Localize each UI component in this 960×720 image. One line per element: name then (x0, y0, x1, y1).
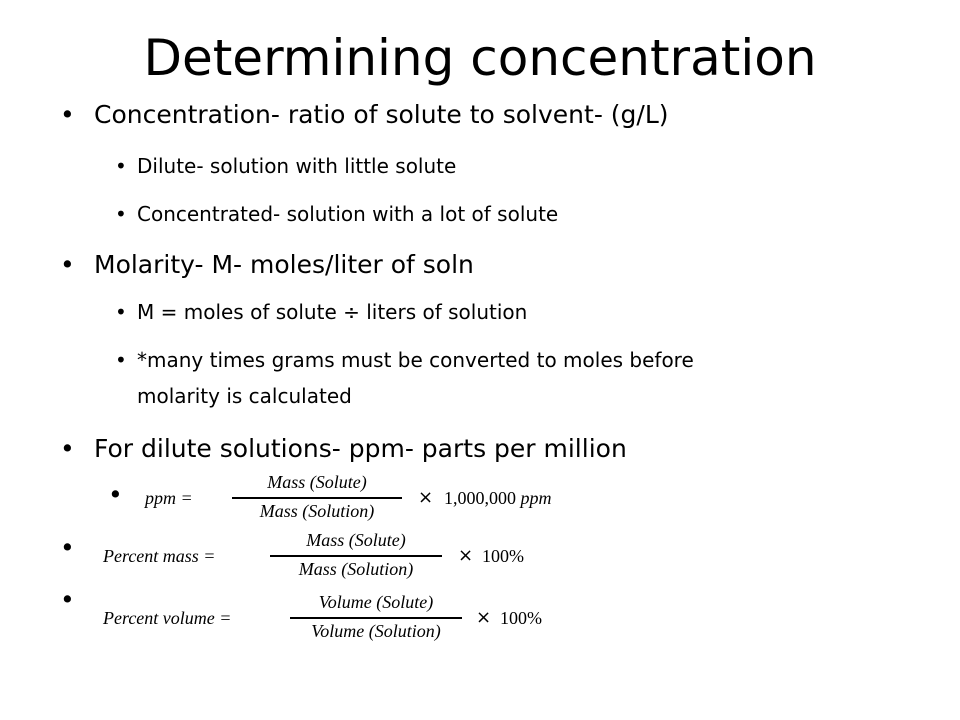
bullet-molarity-note (0, 345, 960, 411)
bullet-dot: • (115, 202, 127, 226)
bullet-text-line1: *many times grams must be converted to moles before (137, 348, 694, 372)
bullet-text: Concentration- ratio of solute to solvent- (g/L) (94, 100, 669, 129)
multiplier-value: 1,000,000 (444, 488, 516, 508)
bullet-dot: • (60, 100, 75, 129)
formula-multiplier: 100% (500, 608, 542, 628)
formula-percent-mass (0, 527, 960, 585)
bullet-text: For dilute solutions- ppm- parts per million (94, 434, 627, 463)
bullet-dot: • (115, 154, 127, 178)
fraction-bar (232, 497, 402, 499)
formula-denominator: Volume (Solution) (311, 621, 441, 641)
formula-percent-volume (0, 588, 960, 646)
multiplier-unit: ppm (520, 488, 552, 508)
times-symbol: × (458, 545, 474, 566)
formula-denominator: Mass (Solution) (298, 559, 414, 579)
formula-lhs: Percent mass = (103, 546, 216, 566)
fraction-bar (270, 555, 442, 557)
formula-multiplier: 100% (482, 546, 524, 566)
bullet-text-line2: molarity is calculated (137, 384, 352, 408)
bullet-molarity (0, 248, 960, 282)
bullet-dilute-solutions (0, 432, 960, 466)
formula-denominator: Mass (Solution) (259, 501, 375, 521)
bullet-dilute (0, 151, 960, 181)
formula-lhs: Percent volume = (103, 608, 232, 628)
bullet-text: Molarity- M- moles/liter of soln (94, 250, 474, 279)
formula-numerator: Volume (Solute) (318, 592, 434, 612)
bullet-dot: • (115, 300, 127, 324)
fraction-bar (290, 617, 462, 619)
formula-multiplier (444, 488, 552, 509)
bullet-concentration (0, 98, 960, 132)
times-symbol: × (418, 487, 434, 508)
formula-ppm (0, 470, 960, 526)
bullet-dot: • (108, 480, 123, 509)
formula-lhs: ppm = (145, 488, 193, 508)
bullet-molarity-formula (0, 297, 960, 327)
formula-numerator: Mass (Solute) (267, 472, 367, 492)
bullet-dot: • (60, 585, 75, 614)
bullet-dot: • (60, 533, 75, 562)
bullet-concentrated (0, 199, 960, 229)
bullet-dot: • (60, 250, 75, 279)
formula-numerator: Mass (Solute) (306, 530, 406, 550)
bullet-text: Concentrated- solution with a lot of solute (137, 202, 559, 226)
bullet-dot: • (60, 434, 75, 463)
slide-title: Determining concentration (143, 29, 817, 87)
bullet-text: Dilute- solution with little solute (137, 154, 457, 178)
bullet-text: M = moles of solute ÷ liters of solution (137, 300, 528, 324)
bullet-dot: • (115, 348, 127, 372)
times-symbol: × (476, 607, 492, 628)
